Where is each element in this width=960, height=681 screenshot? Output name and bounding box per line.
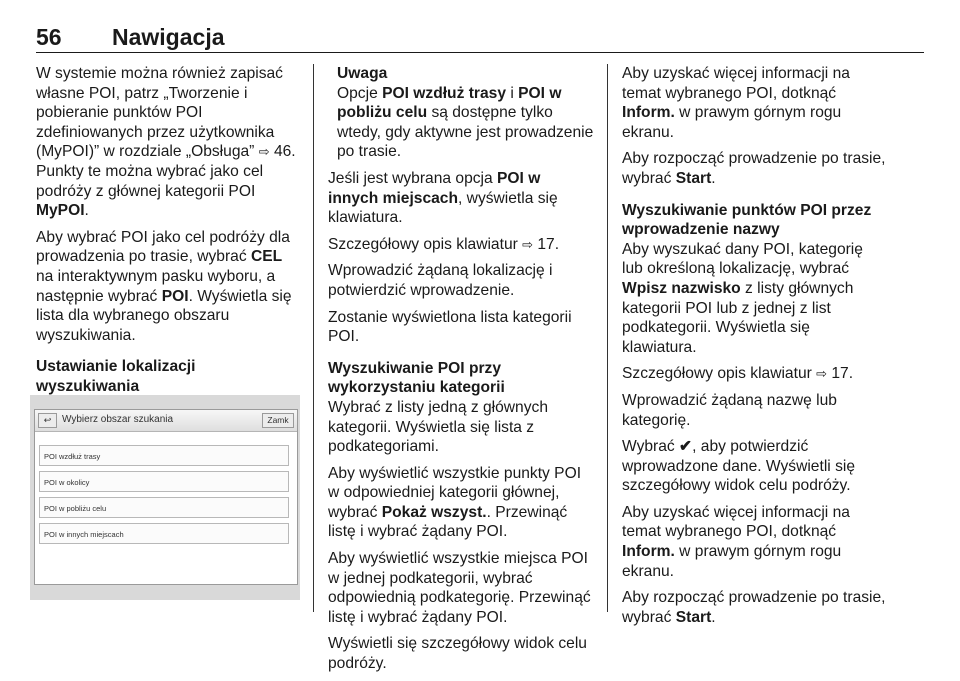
section-heading: Wyszukiwanie POI przy wykorzystaniu kategorii — [328, 359, 505, 397]
screenshot-titlebar — [35, 410, 297, 432]
screenshot-close-button: Zamk — [262, 413, 294, 428]
column-right — [622, 64, 888, 634]
paragraph: Aby rozpocząć prowadzenie po trasie, wybrać Start. — [622, 150, 886, 187]
paragraph: Aby rozpocząć prowadzenie po trasie, wybrać Start. — [622, 589, 886, 626]
paragraph: Wprowadzić żądaną lokalizację i potwierdzić wprowadzenie. — [328, 262, 553, 299]
paragraph: Szczegółowy opis klawiatur ⇨ 17. — [622, 365, 854, 383]
screenshot-image — [30, 395, 300, 600]
note-title: Uwaga — [337, 65, 388, 82]
screenshot-list-item: POI wzdłuż trasy — [39, 445, 289, 466]
section-heading: Ustawianie lokalizacji wyszukiwania — [36, 358, 196, 395]
paragraph: Aby wyszukać dany POI, kategorię lub określoną lokalizację, wybrać Wpisz nazwisko z listy głównych kategorii POI lub z jednej z list podkategorii. Wyświetla się klawiatura. — [622, 240, 863, 356]
paragraph: Zostanie wyświetlona lista kategorii POI. — [328, 308, 572, 346]
paragraph: Aby uzyskać więcej informacji na temat wybranego POI, dotknąć Inform. w prawym górnym rogu ekranu. — [622, 65, 850, 141]
back-arrow-icon: ↩ — [38, 413, 57, 428]
paragraph: Wprowadzić żądaną nazwę lub kategorię. — [622, 391, 837, 429]
section-heading: Wyszukiwanie punktów POI przez wprowadzenie nazwy — [622, 201, 872, 239]
paragraph: Aby wyświetlić wszystkie miejsca POI w jednej podkategorii, wybrać odpowiednią podkategorię. Przewinąć listę i wybrać żądany POI. — [328, 550, 591, 626]
screenshot-list-item: POI w okolicy — [39, 471, 289, 492]
note-box — [328, 64, 594, 162]
column-divider — [313, 64, 314, 612]
paragraph: Wyświetli się szczegółowy widok celu podróży. — [328, 635, 587, 673]
paragraph: W systemie można również zapisać własne POI, patrz „Tworzenie i pobieranie punktów POI zdefiniowanych przez użytkownika (MyPOI)” w rozdziale „Obsługa” ⇨ 46. Punkty te można wybrać jako cel podróży z głównej kategorii POI MyPOI. — [36, 65, 296, 220]
column-divider — [607, 64, 608, 612]
paragraph: Szczegółowy opis klawiatur ⇨ 17. — [328, 235, 560, 253]
note-text: Opcje POI wzdłuż trasy i POI w pobliżu celu są dostępne tylko wtedy, gdy aktywne jest prowadzenie po trasie. — [337, 84, 594, 161]
paragraph: Aby wyświetlić wszystkie punkty POI w odpowiedniej kategorii głównej, wybrać Pokaż wszyst.. Przewinąć listę i wybrać żądany POI. — [328, 464, 582, 541]
chapter-title: Nawigacja — [112, 24, 225, 50]
paragraph: Jeśli jest wybrana opcja POI w innych miejscach, wyświetla się klawiatura. — [328, 169, 558, 227]
screenshot-list-item: POI w innych miejscach — [39, 523, 289, 544]
checkmark-icon: ✔ — [679, 438, 693, 456]
screenshot-list-item: POI w pobliżu celu — [39, 497, 289, 518]
paragraph: Wybrać z listy jedną z głównych kategorii. Wyświetla się lista z podkategoriami. — [328, 398, 548, 456]
page-ref-arrow-icon: ⇨ — [258, 144, 270, 160]
page-header — [36, 22, 924, 53]
paragraph: Aby wybrać POI jako cel podróży dla prowadzenia po trasie, wybrać CEL na interaktywnym pasku wyboru, a następnie wybrać POI. Wyświetla się lista dla wybranego obszaru wyszukiwania. — [36, 228, 292, 344]
column-left — [36, 64, 301, 423]
page-ref-arrow-icon: ⇨ — [816, 366, 828, 382]
paragraph: Wybrać ✔, aby potwierdzić wprowadzone dane. Wyświetli się szczegółowy widok celu podróży. — [622, 438, 856, 495]
page-ref-arrow-icon: ⇨ — [522, 236, 534, 252]
page-number: 56 — [36, 24, 62, 50]
paragraph: Aby uzyskać więcej informacji na temat wybranego POI, dotknąć Inform. w prawym górnym rogu ekranu. — [622, 503, 850, 580]
column-middle — [328, 64, 594, 681]
screenshot-title: Wybierz obszar szukania — [62, 414, 174, 425]
screenshot-dialog — [34, 409, 298, 585]
